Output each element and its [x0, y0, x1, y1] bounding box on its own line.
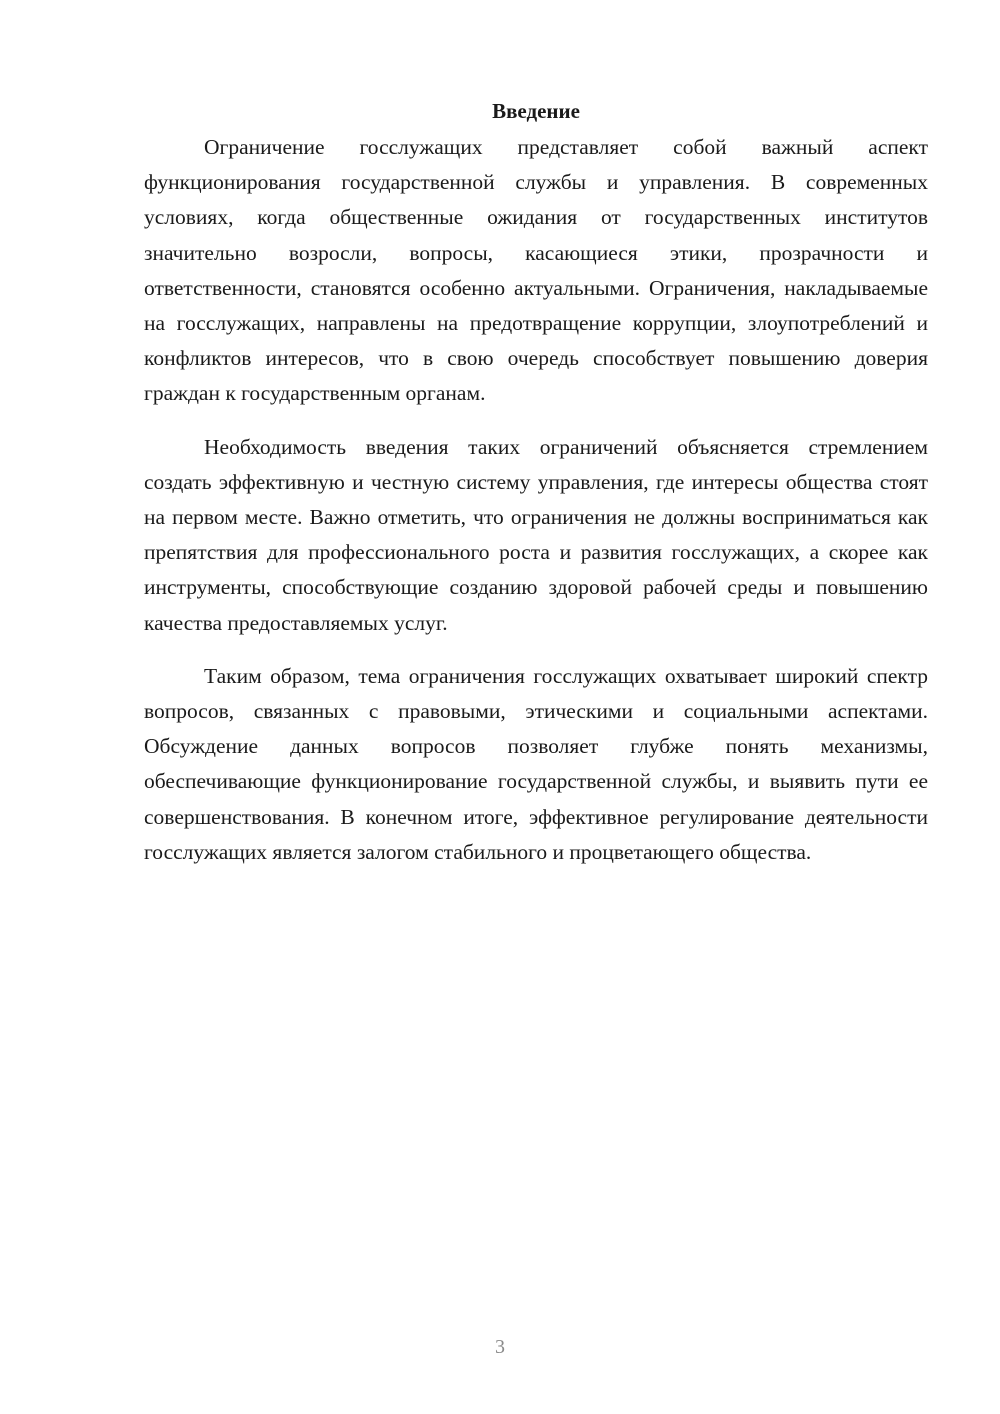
paragraph-conclusion: Таким образом, тема ограничения госслужащих охватывает широкий спектр вопросов, связанных с правовыми, этическими и социальными аспектами. Обсуждение данных вопросов позволяет глубже понять механизмы, обеспечивающие функционирование государственной службы, и выявить пути ее совершенствования. В конечном итоге, эффективное регулирование деятельности госслужащих является залогом стабильного и процветающего общества.	[144, 663, 928, 864]
page-content	[144, 96, 928, 888]
paragraph-intro: Ограничение госслужащих представляет собой важный аспект функционирования государственной службы и управления. В современных условиях, когда общественные ожидания от государственных институтов значительно возросли, вопросы, касающиеся этики, прозрачности и ответственности, становятся особенно актуальными. Ограничения, накладываемые на госслужащих, направлены на предотвращение коррупции, злоупотреблений и конфликтов интересов, что в свою очередь способствует повышению доверия граждан к государственным органам.	[144, 135, 928, 406]
page-title: Введение	[492, 99, 580, 123]
page-number: 3	[495, 1336, 505, 1358]
paragraph-necessity: Необходимость введения таких ограничений объясняется стремлением создать эффективную и честную систему управления, где интересы общества стоят на первом месте. Важно отметить, что ограничения не должны восприниматься как препятствия для профессионального роста и развития госслужащих, а скорее как инструменты, способствующие созданию здоровой рабочей среды и повышению качества предоставляемых услуг.	[144, 434, 928, 635]
